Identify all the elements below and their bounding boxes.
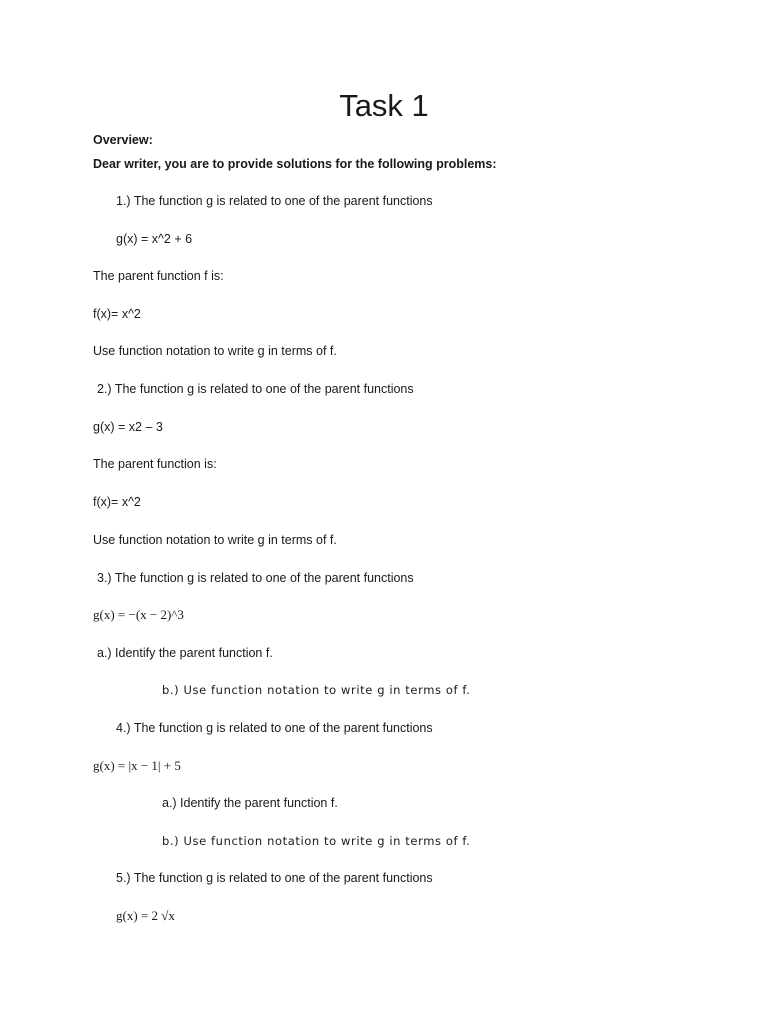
problem-4-part-a: a.) Identify the parent function f. [162, 796, 338, 810]
problem-4-equation: g(x) = |x − 1| + 5 [93, 758, 181, 773]
problem-1-parent-label: The parent function f is: [93, 269, 224, 283]
problem-2-instruction: Use function notation to write g in terms of f. [93, 533, 337, 547]
problem-2-equation: g(x) = x2 – 3 [93, 420, 163, 434]
problem-1-instruction: Use function notation to write g in terms of f. [93, 344, 337, 358]
problem-3-heading: 3.) The function g is related to one of the parent functions [97, 571, 414, 585]
problem-1-equation: g(x) = x^2 + 6 [116, 232, 193, 246]
problem-5-heading: 5.) The function g is related to one of the parent functions [116, 871, 433, 885]
intro-text: Dear writer, you are to provide solutions for the following problems: [93, 157, 497, 171]
problem-4-part-b: b.) Use function notation to write g in terms of f. [162, 834, 471, 848]
problem-2-parent-label: The parent function is: [93, 457, 217, 471]
problem-4-heading: 4.) The function g is related to one of the parent functions [116, 721, 433, 735]
problem-1-heading: 1.) The function g is related to one of the parent functions [116, 194, 433, 208]
problem-3-part-b: b.) Use function notation to write g in terms of f. [162, 683, 471, 697]
problem-2-parent-function: f(x)= x^2 [93, 495, 141, 509]
problem-1-parent-function: f(x)= x^2 [93, 307, 141, 321]
overview-label: Overview: [93, 133, 153, 147]
problem-3-equation: g(x) = −(x − 2)^3 [93, 607, 184, 622]
page-title: Task 1 [339, 88, 429, 123]
problem-2-heading: 2.) The function g is related to one of the parent functions [97, 382, 414, 396]
problem-3-part-a: a.) Identify the parent function f. [97, 646, 273, 660]
problem-5-equation: g(x) = 2 √x [116, 908, 175, 923]
